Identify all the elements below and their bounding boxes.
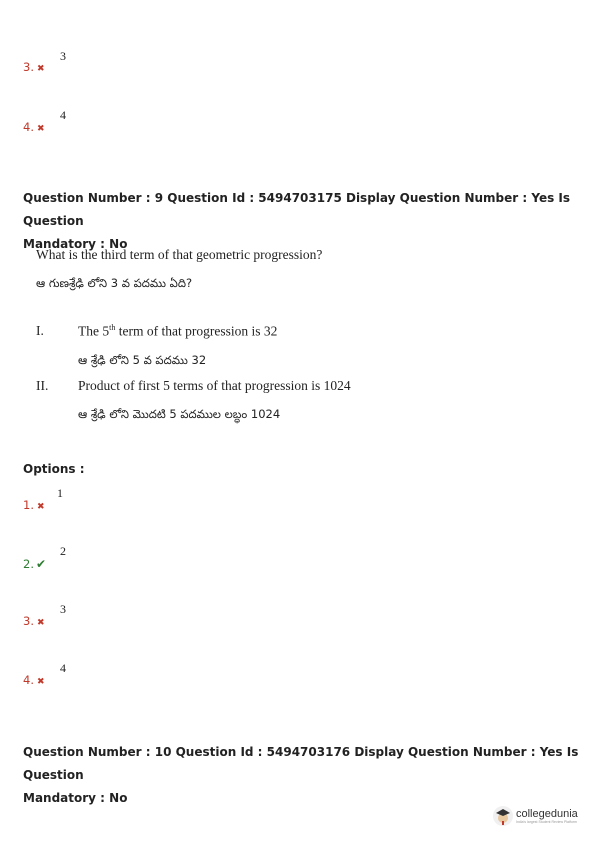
options-label: Options : [23, 462, 85, 476]
question-header-line: Question Number : 9 Question Id : 5494703175 Display Question Number : Yes Is Question [23, 191, 571, 228]
option-number: 4. [23, 120, 34, 134]
option-number: 1. [23, 498, 34, 512]
option-value: 3 [60, 49, 66, 63]
option-value: 4 [60, 661, 66, 675]
option-row [23, 610, 45, 629]
option-number: 2. [23, 557, 34, 571]
option-row [23, 494, 45, 513]
question-header [23, 187, 583, 256]
question-text-english: What is the third term of that geometric progression? [36, 247, 323, 262]
statement-text-telugu: ఆ శ్రేఢి లోని 5 వ పదము 32 [78, 353, 207, 367]
option-row [23, 56, 45, 75]
correct-check-icon: ✔ [35, 557, 47, 571]
statement-text-telugu: ఆ శ్రేఢి లోని మొదటి 5 పదముల లబ్ధం 1024 [78, 407, 281, 421]
option-value: 2 [60, 544, 66, 558]
option-row [23, 553, 46, 572]
option-value: 1 [57, 486, 63, 500]
option-number: 4. [23, 673, 34, 687]
option-value: 3 [60, 602, 66, 616]
logo-name: collegedunia [516, 808, 578, 820]
question-header [23, 741, 588, 810]
statement-text-english: The 5th term of that progression is 32 [78, 323, 278, 339]
collegedunia-logo [493, 806, 578, 826]
question-header-line: Mandatory : No [23, 237, 128, 251]
wrong-mark-icon: ✖ [36, 64, 45, 74]
question-text-telugu: ఆ గుణశ్రేఢి లోని 3 వ పదము ఏది? [36, 276, 193, 290]
graduate-icon [493, 806, 513, 826]
option-row [23, 116, 45, 135]
statement-text-english: Product of first 5 terms of that progression is 1024 [78, 378, 351, 393]
statement-numeral: I. [36, 323, 44, 338]
wrong-mark-icon: ✖ [36, 502, 45, 512]
option-value: 4 [60, 108, 66, 122]
logo-tagline: India's largest Student Review Platform [516, 820, 577, 824]
question-header-line: Question Number : 10 Question Id : 5494703176 Display Question Number : Yes Is Question [23, 745, 579, 782]
option-row [23, 669, 45, 688]
question-header-line: Mandatory : No [23, 791, 128, 805]
wrong-mark-icon: ✖ [36, 124, 45, 134]
wrong-mark-icon: ✖ [36, 677, 45, 687]
wrong-mark-icon: ✖ [36, 618, 45, 628]
statement-numeral: II. [36, 378, 49, 393]
option-number: 3. [23, 614, 34, 628]
option-number: 3. [23, 60, 34, 74]
